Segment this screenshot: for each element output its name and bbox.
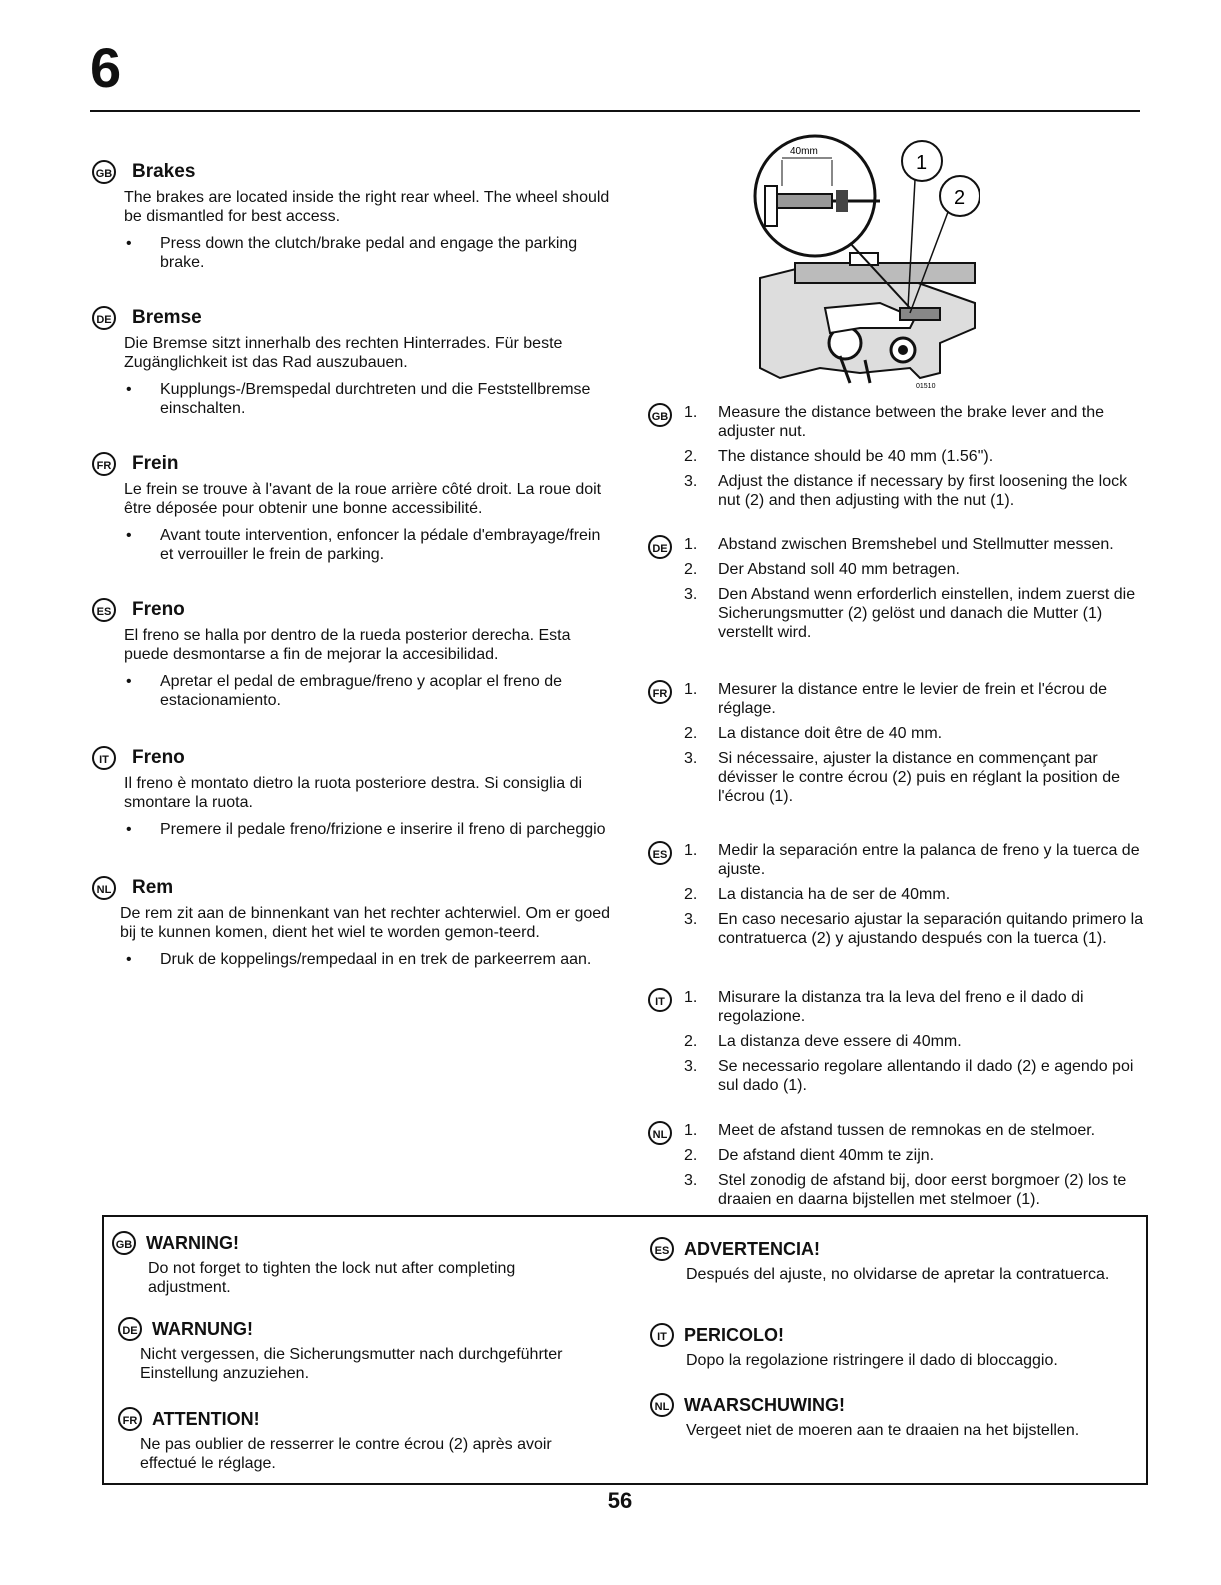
- lang-badge-de: DE: [648, 535, 672, 559]
- bullet-text: Druk de koppelings/rempedaal in en trek de parkeerrem aan.: [160, 951, 592, 968]
- section-title: Freno: [132, 599, 185, 620]
- section-es: [92, 598, 612, 710]
- section-fr: [92, 452, 612, 564]
- lang-badge-nl: NL: [648, 1121, 672, 1145]
- page-number: 56: [607, 1488, 633, 1513]
- warning-text: Ne pas oublier de resserrer le contre écrou (2) après avoir effectué le réglage.: [140, 1436, 552, 1472]
- step-text: Si nécessaire, ajuster la distance en commençant par dévisser le contre écrou (2) puis en réglant la position de l'écrou (1).: [718, 750, 1120, 805]
- lang-badge-fr: FR: [118, 1407, 142, 1431]
- lang-badge-nl: NL: [650, 1393, 674, 1417]
- bullet-icon: •: [126, 381, 132, 398]
- lang-badge-gb: GB: [92, 160, 116, 184]
- bullet-text: Avant toute intervention, enfoncer la pédale d'embrayage/frein et verrouiller le frein de parking.: [160, 527, 601, 563]
- bullet-text: Press down the clutch/brake pedal and engage the parking brake.: [160, 235, 578, 271]
- brake-adjustment-diagram: [740, 128, 980, 390]
- warning-title: ADVERTENCIA!: [684, 1238, 821, 1259]
- section-nl: [92, 876, 612, 969]
- section-title: Bremse: [132, 307, 202, 328]
- section-it: [92, 746, 612, 839]
- measure-label: 40mm: [790, 146, 818, 157]
- warning-de: [118, 1317, 598, 1383]
- section-gb: [92, 160, 612, 272]
- lang-badge-nl: NL: [92, 876, 116, 900]
- step-text: The distance should be 40 mm (1.56").: [718, 448, 994, 465]
- section-body: De rem zit aan de binnenkant van het rechter achterwiel. Om er goed bij te kunnen komen, dient het wiel te worden gemon-teerd.: [120, 905, 611, 941]
- warning-title: WARNING!: [146, 1232, 239, 1253]
- bullet-icon: •: [126, 527, 132, 544]
- step-text: Se necessario regolare allentando il dado (2) e agendo poi sul dado (1).: [718, 1058, 1134, 1094]
- step-text: Der Abstand soll 40 mm betragen.: [718, 561, 960, 578]
- step-text: Den Abstand wenn erforderlich einstellen, indem zuerst die Sicherungsmutter (2) gelöst und danach die Mutter (1) verstellt wird.: [718, 586, 1136, 641]
- lang-badge-es: ES: [648, 841, 672, 865]
- section-body: Le frein se trouve à l'avant de la roue arrière côté droit. La roue doit être déposée pour obtenir une bonne accessibilité.: [124, 481, 602, 517]
- warning-it: [650, 1323, 1130, 1370]
- step-text: Stel zonodig de afstand bij, door eerst borgmoer (2) los te draaien en daarna bijstellen met stelmoer (1).: [718, 1172, 1127, 1208]
- warning-gb: [112, 1231, 592, 1297]
- section-body: El freno se halla por dentro de la rueda posterior derecha. Esta puede desmontarse a fin de mejorar la accesibilidad.: [124, 627, 571, 663]
- section-title: Freno: [132, 747, 185, 768]
- warning-nl: [650, 1393, 1130, 1440]
- steps-it: IT 1. Misurare la distanza tra la leva del freno e il dado di regolazione. 2. La distanza deve essere di 40mm. 3. Se necessario regolare allentando il dado (2) e agendo poi sul dado (1).: [648, 988, 1148, 1101]
- steps-de: DE 1. Abstand zwischen Bremshebel und Stellmutter messen. 2. Der Abstand soll 40 mm betragen. 3. Den Abstand wenn erforderlich einstellen, indem zuerst die Sicherungsmutter (2) gelöst und danach die Mutter (1) verstellt wird.: [648, 535, 1148, 648]
- step-text: Misurare la distanza tra la leva del freno e il dado di regolazione.: [718, 989, 1084, 1025]
- bullet-icon: •: [126, 951, 132, 968]
- section-de: [92, 306, 612, 418]
- step-text: Mesurer la distance entre le levier de frein et l'écrou de réglage.: [718, 681, 1108, 717]
- warning-text: Vergeet niet de moeren aan te draaien na het bijstellen.: [686, 1422, 1080, 1439]
- lang-badge-it: IT: [650, 1323, 674, 1347]
- lang-badge-it: IT: [92, 746, 116, 770]
- step-text: De afstand dient 40mm te zijn.: [718, 1147, 935, 1164]
- bullet-text: Apretar el pedal de embrague/freno y acoplar el freno de estacionamiento.: [160, 673, 563, 709]
- callout-2: 2: [954, 187, 966, 209]
- bullet-icon: •: [126, 821, 132, 838]
- steps-gb: GB 1. Measure the distance between the brake lever and the adjuster nut. 2. The distance should be 40 mm (1.56"). 3. Adjust the distance if necessary by first loosening the lock nut (2) and then adjusting with the nut (1).: [648, 403, 1148, 516]
- warning-title: WAARSCHUWING!: [684, 1394, 845, 1415]
- section-title: Frein: [132, 453, 179, 474]
- lang-badge-de: DE: [118, 1317, 142, 1341]
- header-rule: [90, 110, 1140, 112]
- step-text: En caso necesario ajustar la separación quitando primero la contratuerca (2) y ajustando después con la tuerca (1).: [718, 911, 1144, 947]
- step-text: Medir la separación entre la palanca de freno y la tuerca de ajuste.: [718, 842, 1140, 878]
- lang-badge-fr: FR: [92, 452, 116, 476]
- callout-1: 1: [916, 152, 928, 174]
- bullet-icon: •: [126, 235, 132, 252]
- section-title: Brakes: [132, 161, 196, 182]
- steps-nl: NL 1. Meet de afstand tussen de remnokas en de stelmoer. 2. De afstand dient 40mm te zijn. 3. Stel zonodig de afstand bij, door eerst borgmoer (2) los te draaien en daarna bijstellen met stelmoer (1).: [648, 1121, 1148, 1215]
- step-text: La distance doit être de 40 mm.: [718, 725, 943, 742]
- step-text: Measure the distance between the brake lever and the adjuster nut.: [718, 404, 1105, 440]
- bullet-icon: •: [126, 673, 132, 690]
- chapter-number: 6: [90, 36, 122, 99]
- lang-badge-it: IT: [648, 988, 672, 1012]
- lang-badge-es: ES: [92, 598, 116, 622]
- warning-title: WARNUNG!: [152, 1318, 253, 1339]
- warning-title: ATTENTION!: [152, 1408, 260, 1429]
- steps-fr: FR 1. Mesurer la distance entre le levier de frein et l'écrou de réglage. 2. La distance doit être de 40 mm. 3. Si nécessaire, ajuster la distance en commençant par dévisser le contre écrou (2) puis en réglant la position de l'écrou (1).: [648, 680, 1148, 812]
- warning-text: Dopo la regolazione ristringere il dado di bloccaggio.: [686, 1352, 1058, 1369]
- warning-text: Do not forget to tighten the lock nut after completing adjustment.: [148, 1260, 516, 1296]
- section-body: The brakes are located inside the right rear wheel. The wheel should be dismantled for best access.: [124, 189, 610, 225]
- section-body: Die Bremse sitzt innerhalb des rechten Hinterrades. Für beste Zugänglichkeit ist das Rad auszubauen.: [124, 335, 563, 371]
- lang-badge-gb: GB: [112, 1231, 136, 1255]
- step-text: Adjust the distance if necessary by first loosening the lock nut (2) and then adjusting with the nut (1).: [718, 473, 1128, 509]
- step-text: Abstand zwischen Bremshebel und Stellmutter messen.: [718, 536, 1114, 553]
- warning-text: Después del ajuste, no olvidarse de apretar la contratuerca.: [686, 1266, 1110, 1283]
- warning-es: [650, 1237, 1130, 1284]
- step-text: La distancia ha de ser de 40mm.: [718, 886, 951, 903]
- bullet-text: Premere il pedale freno/frizione e inserire il freno di parcheggio: [160, 821, 606, 838]
- section-title: Rem: [132, 877, 174, 898]
- section-body: Il freno è montato dietro la ruota posteriore destra. Si consiglia di smontare la ruota.: [124, 775, 583, 811]
- bullet-text: Kupplungs-/Bremspedal durchtreten und die Feststellbremse einschalten.: [160, 381, 591, 417]
- step-text: Meet de afstand tussen de remnokas en de stelmoer.: [718, 1122, 1096, 1139]
- lang-badge-gb: GB: [648, 403, 672, 427]
- lang-badge-de: DE: [92, 306, 116, 330]
- warning-title: PERICOLO!: [684, 1324, 785, 1345]
- step-text: La distanza deve essere di 40mm.: [718, 1033, 962, 1050]
- lang-badge-es: ES: [650, 1237, 674, 1261]
- warning-box: [102, 1215, 1148, 1485]
- steps-es: ES 1. Medir la separación entre la palanca de freno y la tuerca de ajuste. 2. La distancia ha de ser de 40mm. 3. En caso necesario ajustar la separación quitando primero la contratuerca (2) y ajustando después con la tuerca (1).: [648, 841, 1148, 954]
- warning-text: Nicht vergessen, die Sicherungsmutter nach durchgeführter Einstellung anzuziehen.: [140, 1346, 563, 1382]
- lang-badge-fr: FR: [648, 680, 672, 704]
- warning-fr: [118, 1407, 598, 1473]
- diagram-code: 01510: [916, 383, 936, 390]
